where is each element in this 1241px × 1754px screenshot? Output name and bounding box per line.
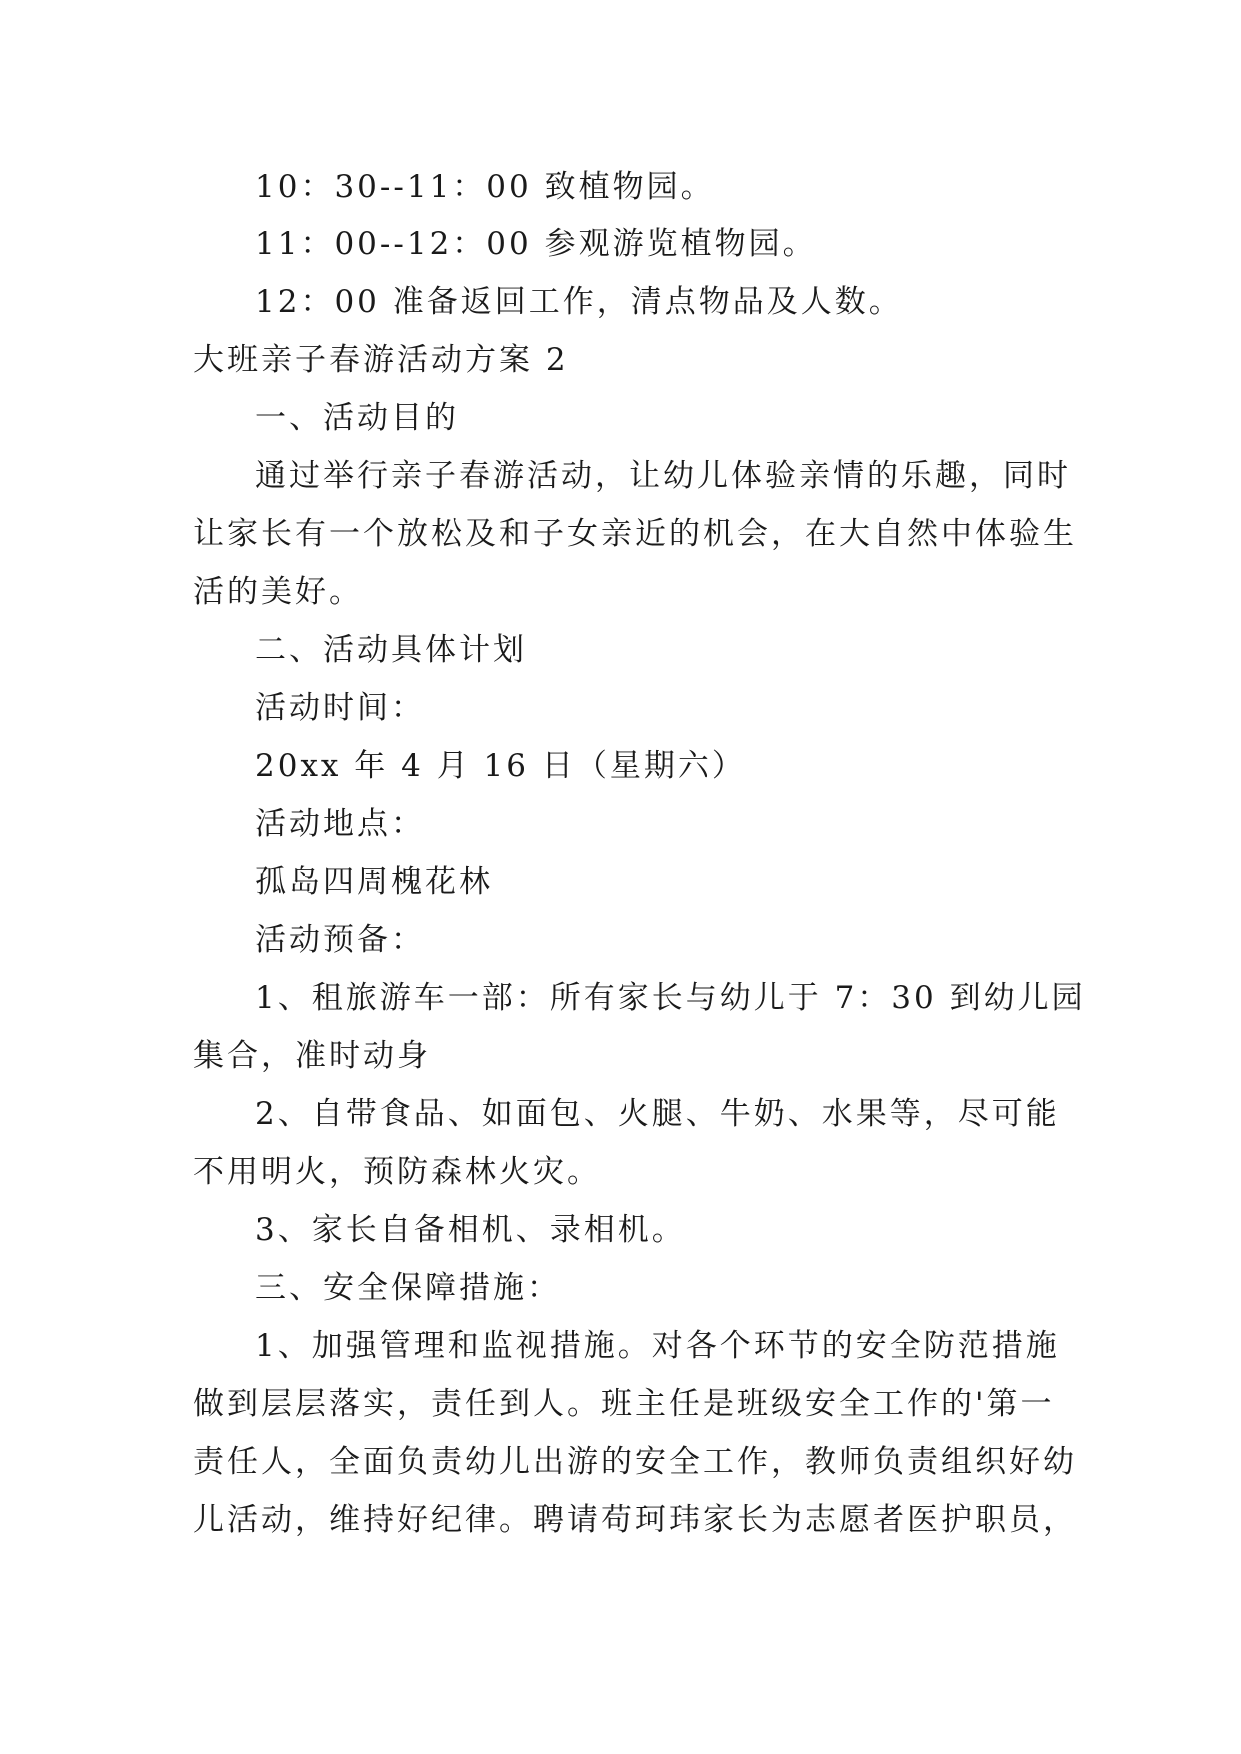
label-preparation: 活动预备： <box>255 922 425 958</box>
list-item-continued: 集合，准时动身 <box>193 1038 431 1074</box>
paragraph-line: 让家长有一个放松及和子女亲近的机会，在大自然中体验生 <box>193 516 1077 552</box>
heading-purpose: 一、活动目的 <box>255 400 459 436</box>
list-item-continued: 不用明火，预防森林火灾。 <box>193 1154 601 1190</box>
label-location: 活动地点： <box>255 806 425 842</box>
schedule-line: 10：30--11：00 致植物园。 <box>255 169 715 205</box>
list-item: 1、租旅游车一部：所有家长与幼儿于 7：30 到幼儿园 <box>255 980 1086 1016</box>
list-item: 1、加强管理和监视措施。对各个环节的安全防范措施 <box>255 1328 1060 1364</box>
value-date: 20xx 年 4 月 16 日（星期六） <box>255 748 746 784</box>
schedule-line: 12：00 准备返回工作，清点物品及人数。 <box>255 284 903 320</box>
list-item-continued: 儿活动，维持好纪律。聘请苟珂玮家长为志愿者医护职员， <box>193 1502 1077 1538</box>
list-item: 2、自带食品、如面包、火腿、牛奶、水果等，尽可能 <box>255 1096 1060 1132</box>
paragraph-line: 活的美好。 <box>193 574 363 610</box>
paragraph-line: 通过举行亲子春游活动，让幼儿体验亲情的乐趣，同时 <box>255 458 1071 494</box>
list-item: 3、家长自备相机、录相机。 <box>255 1212 686 1248</box>
list-item-continued: 做到层层落实，责任到人。班主任是班级安全工作的'第一 <box>193 1386 1055 1422</box>
section-title: 大班亲子春游活动方案 2 <box>193 342 569 378</box>
schedule-line: 11：00--12：00 参观游览植物园。 <box>255 226 817 262</box>
label-time: 活动时间： <box>255 690 425 726</box>
heading-plan: 二、活动具体计划 <box>255 632 527 668</box>
list-item-continued: 责任人，全面负责幼儿出游的安全工作，教师负责组织好幼 <box>193 1444 1077 1480</box>
value-location: 孤岛四周槐花林 <box>255 864 493 900</box>
heading-safety: 三、安全保障措施： <box>255 1270 561 1306</box>
